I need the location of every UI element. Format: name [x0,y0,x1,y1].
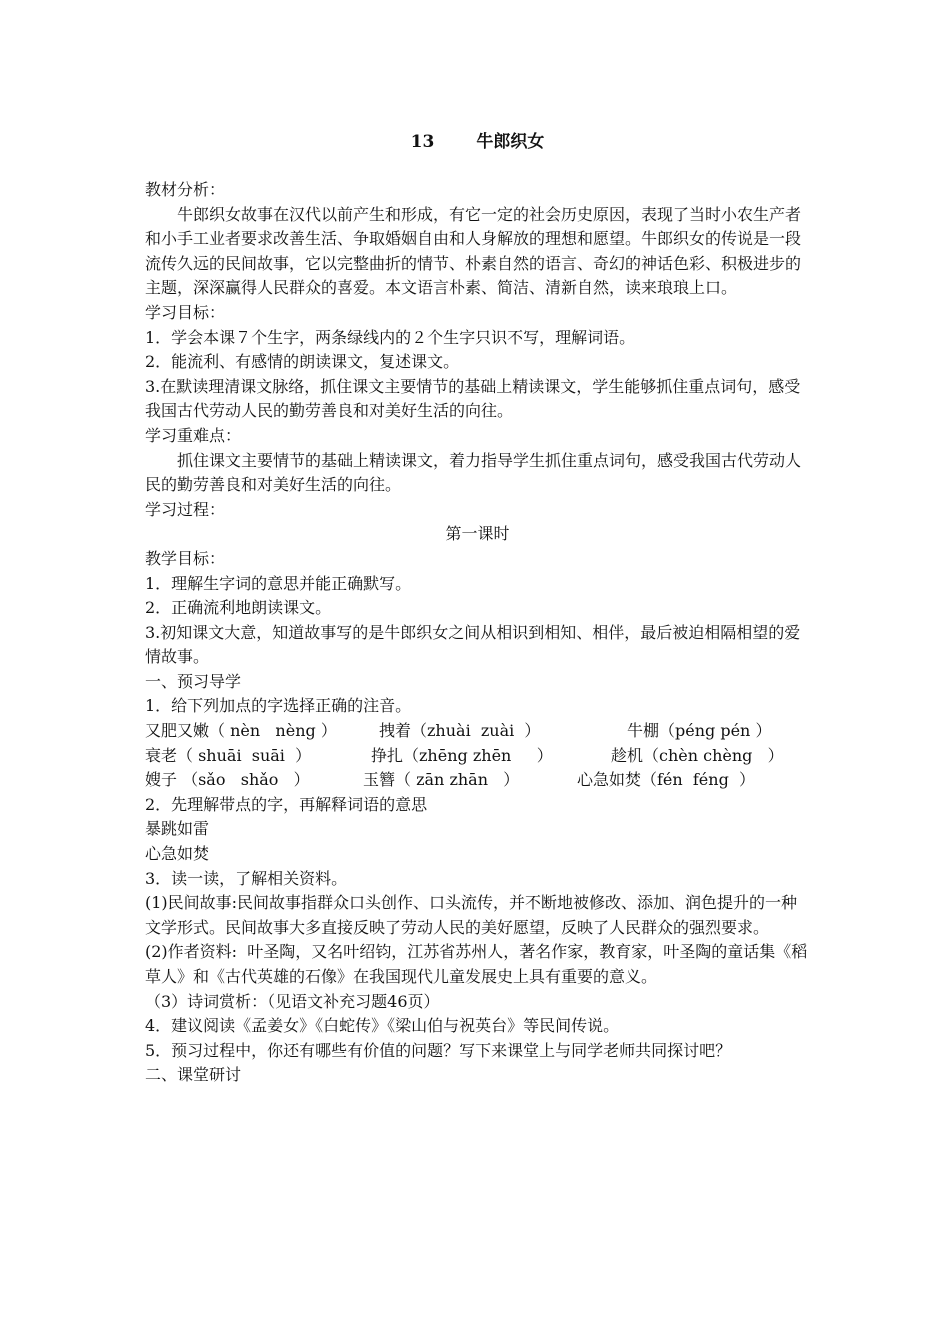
material-folk-story: (1)民间故事:民间故事指群众口头创作、口头流传，并不断地被修改、添加、润色提升的一种文学形式。民间故事大多直接反映了劳动人民的美好愿望，反映了人民群众的强烈要求。 [145,893,798,937]
lesson-period: 第一课时 [445,524,510,544]
pinyin-item: 衰老（ shuāi suāi ） [145,745,312,765]
teach-goal-item: 3.初知课文大意，知道故事写的是牛郎织女之间从相识到相知、相伴，最后被迫相隔相望的爱情故事。 [145,622,801,667]
question-4: 4．建议阅读《孟姜女》《白蛇传》《梁山伯与祝英台》等民间传说。 [145,1016,620,1036]
goals-heading: 学习目标： [145,302,226,322]
pinyin-row [145,744,810,769]
analysis-heading: 教材分析： [145,180,226,199]
material-author: (2)作者资料: 叶圣陶，又名叶绍钧，江苏省苏州人，著名作家，教育家，叶圣陶的童话集《稻草人》和《古代英雄的石像》在我国现代儿童发展史上具有重要的意义。 [145,942,808,986]
process-heading: 学习过程： [145,499,226,519]
pinyin-item: 拽着（zhuài zuài ） [379,721,541,741]
teach-goal-item: 1．理解生字词的意思并能正确默写。 [145,573,412,593]
pinyin-item: 挣扎（zhēng zhēn ） [371,745,553,765]
material-poetry: （3）诗词赏析：（见语文补充习题46页） [145,991,440,1011]
key-points-heading: 学习重难点： [145,425,242,445]
goal-item: 3.在默读理清课文脉络，抓住课文主要情节的基础上精读课文，学生能够抓住重点词句，感受我国古代劳动人民的勤劳善良和对美好生活的向往。 [145,376,801,421]
goal-item: 2．能流利、有感情的朗读课文，复述课文。 [145,352,460,372]
question-5: 5．预习过程中，你还有哪些有价值的问题？写下来课堂上与同学老师共同探讨吧？ [145,1040,732,1060]
pinyin-row [145,719,810,744]
pinyin-item: 趁机（chèn chèng ） [611,745,784,765]
pinyin-item: 牛棚（péng pén ） [627,721,772,741]
teach-goals-heading: 教学目标： [145,548,226,568]
analysis-body: 牛郎织女故事在汉代以前产生和形成，有它一定的社会历史原因，表现了当时小农生产者和小手工业者要求改善生活、争取婚姻自由和人身解放的理想和愿望。牛郎织女的传说是一段流传久远的民间故事，它以完整曲折的情节、朴素自然的语言、奇幻的神话色彩、积极进步的主题，深深赢得人民群众的喜爱。本文语言朴素、简洁、清新自然，读来琅琅上口。 [145,204,802,298]
word-item: 心急如焚 [145,844,210,864]
pinyin-item: 心急如焚（fén féng ） [577,770,755,790]
section-2-heading: 二、课堂研讨 [145,1065,242,1085]
pinyin-item: 嫂子 （sǎo shǎo ） [145,770,310,790]
pinyin-item: 玉簪（ zān zhān ） [363,770,520,790]
question-1: 1．给下列加点的字选择正确的注音。 [145,696,412,716]
teach-goal-item: 2．正确流利地朗读课文。 [145,598,332,618]
preview-heading: 一、预习导学 [145,671,242,691]
question-3: 3．读一读，了解相关资料。 [145,868,348,888]
key-points-body: 抓住课文主要情节的基础上精读课文，着力指导学生抓住重点词句，感受我国古代劳动人民的勤劳善良和对美好生活的向往。 [145,450,802,495]
word-item: 暴跳如雷 [145,819,210,839]
goal-item: 1．学会本课７个生字，两条绿线内的２个生字只识不写，理解词语。 [145,327,636,347]
question-2: 2．先理解带点的字，再解释词语的意思 [145,794,428,814]
lesson-title: 牛郎织女 [476,132,545,152]
lesson-number: 13 [410,132,435,152]
pinyin-row [145,768,810,793]
page-title [145,131,810,153]
document-page [145,131,810,1088]
pinyin-item: 又肥又嫩（ nèn nèng ） [145,721,337,741]
